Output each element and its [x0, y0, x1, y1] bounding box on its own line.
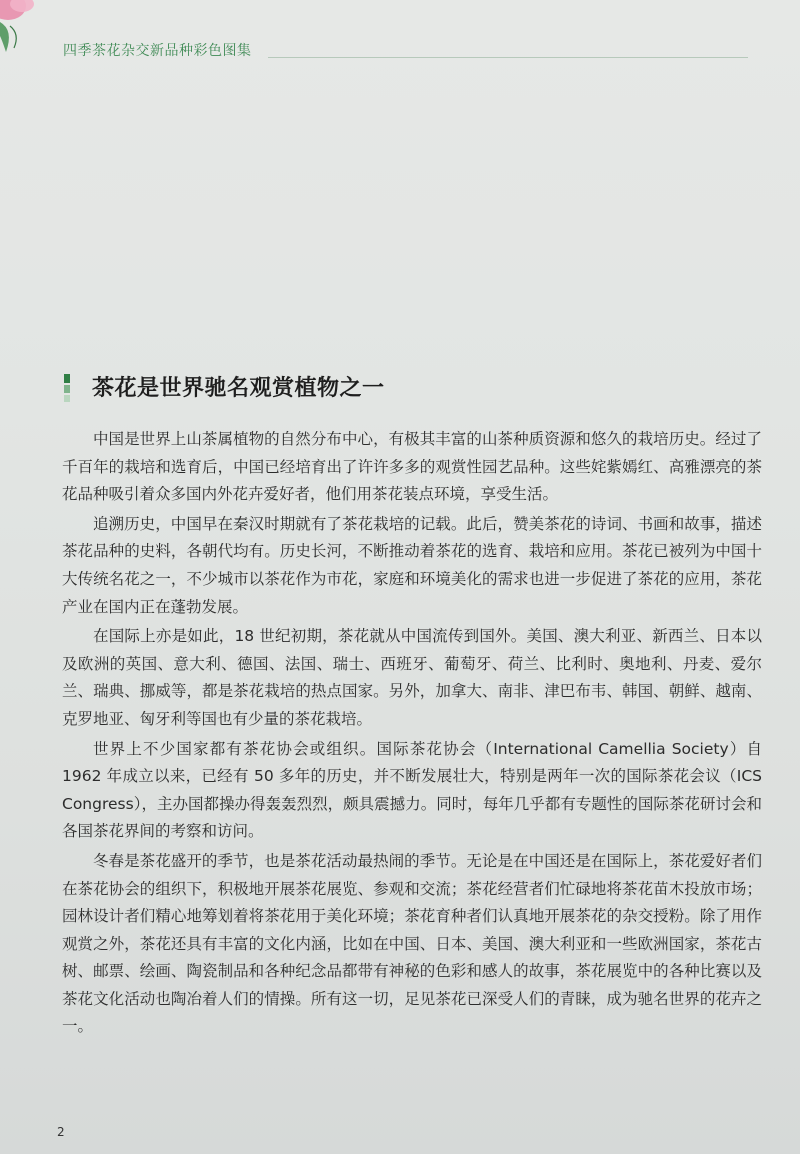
header-divider: [268, 57, 748, 58]
section-marker-icon: [64, 374, 70, 402]
paragraph: 在国际上亦是如此，18 世纪初期，茶花就从中国流传到国外。美国、澳大利亚、新西兰、日本以及欧洲的英国、意大利、德国、法国、瑞士、西班牙、葡萄牙、荷兰、比利时、奥地利、丹麦、爱尔兰、瑞典、挪威等，都是茶花栽培的热点国家。另外，加拿大、南非、津巴布韦、韩国、朝鲜、越南、克罗地亚、匈牙利等国也有少量的茶花栽培。: [62, 627, 762, 728]
body-text: [62, 426, 762, 1043]
paragraph: 追溯历史，中国早在秦汉时期就有了茶花栽培的记载。此后，赞美茶花的诗词、书画和故事，描述茶花品种的史料，各朝代均有。历史长河，不断推动着茶花的选育、栽培和应用。茶花已被列为中国十大传统名花之一，不少城市以茶花作为市花，家庭和环境美化的需求也进一步促进了茶花的应用，茶花产业在国内正在蓬勃发展。: [62, 514, 762, 616]
corner-flower-decoration: [0, 0, 40, 70]
section-title: 茶花是世界驰名观赏植物之一: [92, 376, 385, 401]
paragraph: 中国是世界上山茶属植物的自然分布中心，有极其丰富的山茶种质资源和悠久的栽培历史。经过了千百年的栽培和选育后，中国已经培育出了许许多多的观赏性园艺品种。这些姹紫嫣红、高雅漂亮的茶花品种吸引着众多国内外花卉爱好者，他们用茶花装点环境，享受生活。: [62, 430, 762, 504]
page-number: 2: [57, 1125, 65, 1139]
book-title-header: 四季茶花杂交新品种彩色图集: [63, 43, 252, 59]
paragraph: 世界上不少国家都有茶花协会或组织。国际茶花协会（International Camellia Society）自 1962 年成立以来，已经有 50 多年的历史，并不断发展壮大，特别是两年一次的国际茶花会议（ICS Congress），主办国都操办得轰轰烈烈，颇具震撼力。同时，每年几乎都有专题性的国际茶花研讨会和各国茶花界间的考察和访问。: [62, 739, 762, 841]
paragraph: 冬春是茶花盛开的季节，也是茶花活动最热闹的季节。无论是在中国还是在国际上，茶花爱好者们在茶花协会的组织下，积极地开展茶花展览、参观和交流；茶花经营者们忙碌地将茶花苗木投放市场；园林设计者们精心地筹划着将茶花用于美化环境；茶花育种者们认真地开展茶花的杂交授粉。除了用作观赏之外，茶花还具有丰富的文化内涵，比如在中国、日本、美国、澳大利亚和一些欧洲国家，茶花古树、邮票、绘画、陶瓷制品和各种纪念品都带有神秘的色彩和感人的故事，茶花展览中的各种比赛以及茶花文化活动也陶冶着人们的情操。所有这一切，足见茶花已深受人们的青睐，成为驰名世界的花卉之一。: [62, 851, 762, 1036]
